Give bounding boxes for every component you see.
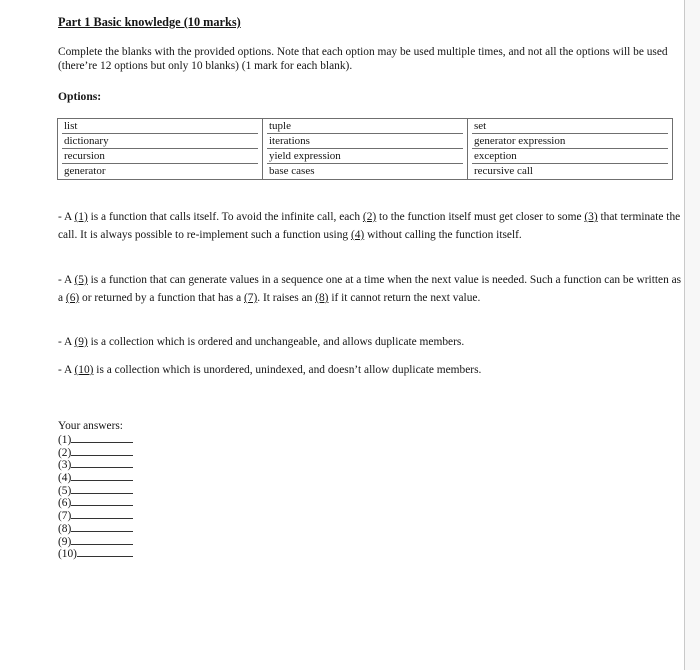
answer-label: (9) <box>58 535 72 548</box>
answer-line[interactable] <box>71 497 133 506</box>
answer-row[interactable] <box>58 447 133 460</box>
q3-text-2: is a collection which is ordered and unchangeable, and allows duplicate members. <box>87 336 465 348</box>
option-list: list <box>62 119 258 134</box>
option-generator-expression: generator expression <box>472 134 668 149</box>
options-column-2 <box>263 119 468 180</box>
answer-line[interactable] <box>71 459 133 468</box>
question-3 <box>58 333 684 351</box>
q1-text-3: to the function itself must get closer to some <box>376 211 585 223</box>
option-exception: exception <box>472 149 668 164</box>
q1-text-5: without calling the function itself. <box>364 229 522 241</box>
blank-6: (6) <box>65 292 80 304</box>
answer-label: (4) <box>58 472 72 485</box>
answer-row[interactable] <box>58 497 133 510</box>
answers-section <box>58 420 133 561</box>
answer-label: (6) <box>58 497 72 510</box>
answer-label: (8) <box>58 522 72 535</box>
answer-line[interactable] <box>71 510 133 519</box>
option-tuple: tuple <box>267 119 463 134</box>
options-label: Options: <box>58 90 102 103</box>
blank-10: (10) <box>74 364 94 376</box>
q2-text-2: is a function that can generate values in a sequence one at a time when the next value is needed. Such a function can be written as a <box>58 274 682 304</box>
blank-7: (7) <box>244 292 258 304</box>
option-base-cases: base cases <box>269 165 315 177</box>
options-column-3 <box>468 119 673 180</box>
answers-heading: Your answers: <box>58 420 123 432</box>
option-iterations: iterations <box>267 134 463 149</box>
answer-line[interactable] <box>77 548 133 557</box>
instructions: Complete the blanks with the provided options. Note that each option may be used multiple times, and not all the options will be used (there’re 12 options but only 10 blanks) (1 mark for each blank). <box>58 46 668 72</box>
option-set: set <box>472 119 668 134</box>
q2-text-1: - A <box>58 274 75 286</box>
blank-8: (8) <box>315 292 329 304</box>
answer-row[interactable] <box>58 434 133 447</box>
answer-line[interactable] <box>71 434 133 443</box>
options-table <box>57 118 673 180</box>
answer-label: (1) <box>58 434 72 446</box>
blank-3: (3) <box>584 211 598 223</box>
answer-row[interactable] <box>58 459 133 472</box>
q4-text-1: - A <box>58 364 75 376</box>
q1-text-2: is a function that calls itself. To avoid the infinite call, each <box>87 211 363 223</box>
question-2 <box>58 271 684 307</box>
options-column-1 <box>58 119 263 180</box>
answer-line[interactable] <box>71 472 133 481</box>
option-generator: generator <box>64 165 106 177</box>
answer-row[interactable] <box>58 523 133 536</box>
answer-label: (5) <box>58 484 72 497</box>
question-1 <box>58 208 684 244</box>
blank-9: (9) <box>74 336 88 348</box>
option-yield-expression: yield expression <box>267 149 463 164</box>
answer-line[interactable] <box>71 447 133 456</box>
answer-row[interactable] <box>58 472 133 485</box>
answer-row[interactable] <box>58 510 133 523</box>
answer-label: (7) <box>58 510 72 523</box>
option-recursion: recursion <box>62 149 258 164</box>
option-recursive-call: recursive call <box>474 165 533 177</box>
q2-text-3: or returned by a function that has a <box>79 292 244 304</box>
q2-text-4: . It raises an <box>257 292 316 304</box>
q1-text-1: - A <box>58 211 75 223</box>
answer-label: (2) <box>58 446 72 459</box>
answer-row[interactable] <box>58 536 133 549</box>
answer-row[interactable] <box>58 548 133 561</box>
q4-text-2: is a collection which is unordered, unindexed, and doesn’t allow duplicate members. <box>93 364 482 376</box>
answer-line[interactable] <box>71 536 133 545</box>
answer-line[interactable] <box>71 485 133 494</box>
q1-text-4: that terminate the call. It is always possible to re-implement such a function using <box>58 211 681 241</box>
answer-label: (10) <box>58 548 77 561</box>
question-4 <box>58 361 684 379</box>
answer-row[interactable] <box>58 485 133 498</box>
q3-text-1: - A <box>58 336 75 348</box>
part-title: Part 1 Basic knowledge (10 marks) <box>58 15 241 29</box>
answer-label: (3) <box>58 459 72 472</box>
blank-2: (2) <box>362 211 377 223</box>
blank-1: (1) <box>74 211 88 223</box>
option-dictionary: dictionary <box>62 134 258 149</box>
answer-line[interactable] <box>71 523 133 532</box>
q2-text-5: if it cannot return the next value. <box>328 292 481 304</box>
blank-4: (4) <box>350 229 365 241</box>
blank-5: (5) <box>74 274 88 286</box>
